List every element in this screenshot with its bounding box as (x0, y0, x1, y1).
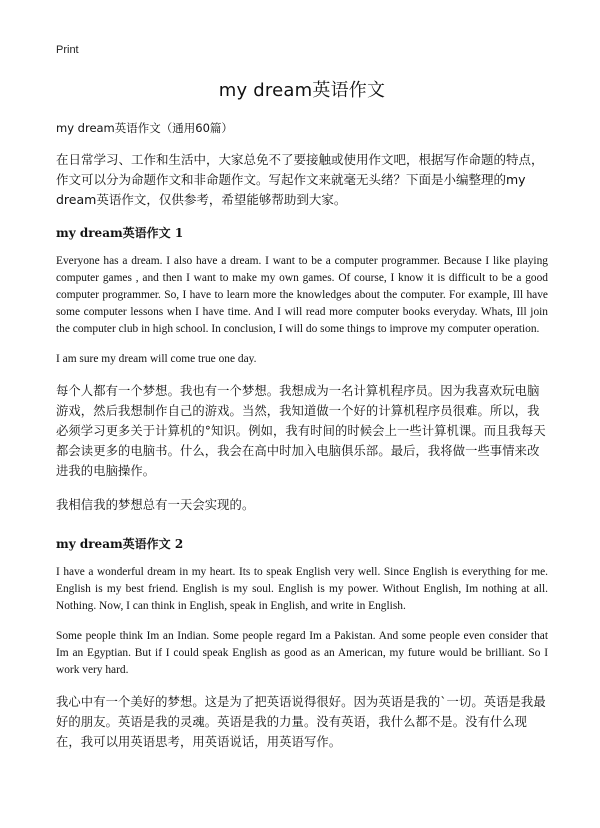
document-subtitle: my dream英语作文（通用60篇） (56, 121, 233, 135)
section-heading: my dream英语作文 2 (56, 537, 184, 551)
english-paragraph: I am sure my dream will come true one day. (56, 353, 257, 365)
english-paragraph: Some people think Im an Indian. Some people regard Im a Pakistan. And some people even consider that Im an Egyptian. But if I could speak English as good as an American, my future would be brilliant. So I work very hard. (56, 630, 548, 676)
intro-paragraph: 在日常学习、工作和生活中，大家总免不了要接触或使用作文吧，根据写作命题的特点，作文可以分为命题作文和非命题作文。写起作文来就毫无头绪？下面是小编整理的my dream英语作文，仅供参考，希望能够帮助到大家。 (56, 152, 544, 207)
english-paragraph: I have a wonderful dream in my heart. Its to speak English very well. Since English is everything for me. English is my best friend. English is my soul. English is my power. Without English, Im nothing at all. Nothing. Now, I can think in English, speak in English, and write in English. (56, 566, 548, 612)
essay-section-2 (56, 535, 548, 752)
english-paragraph: Everyone has a dream. I also have a dream. I want to be a computer programmer. Because I like playing computer games , and then I want to make my own games. Of course, I know it is difficult to be a good computer programmer. So, I have to learn more the knowledges about the computer. For example, Ill have some computer lessons when I have time. And I will read more computer books everyday. Whats, Ill join the computer club in high school. In conclusion, I will do some things to improve my computer operation. (56, 255, 548, 335)
chinese-paragraph: 我相信我的梦想总有一天会实现的。 (56, 498, 255, 512)
chinese-paragraph: 我心中有一个美好的梦想。这是为了把英语说得很好。因为英语是我的`一切。英语是我最好的朋友。英语是我的灵魂。英语是我的力量。没有英语，我什么都不是。没有什么现在，我可以用英语思考，用英语说话，用英语写作。 (56, 695, 546, 749)
document-title: my dream英语作文 (218, 80, 386, 101)
section-heading: my dream英语作文 1 (56, 226, 184, 240)
chinese-paragraph: 每个人都有一个梦想。我也有一个梦想。我想成为一名计算机程序员。因为我喜欢玩电脑游戏，然后我想制作自己的游戏。当然，我知道做一个好的计算机程序员很难。所以，我必须学习更多关于计算机的°知识。例如，我有时间的时候会上一些计算机课。而且我每天都会读更多的电脑书。什么，我会在高中时加入电脑俱乐部。最后，我将做一些事情来改进我的电脑操作。 (56, 384, 546, 478)
essay-section-1 (56, 224, 548, 515)
print-label[interactable]: Print (56, 44, 79, 56)
